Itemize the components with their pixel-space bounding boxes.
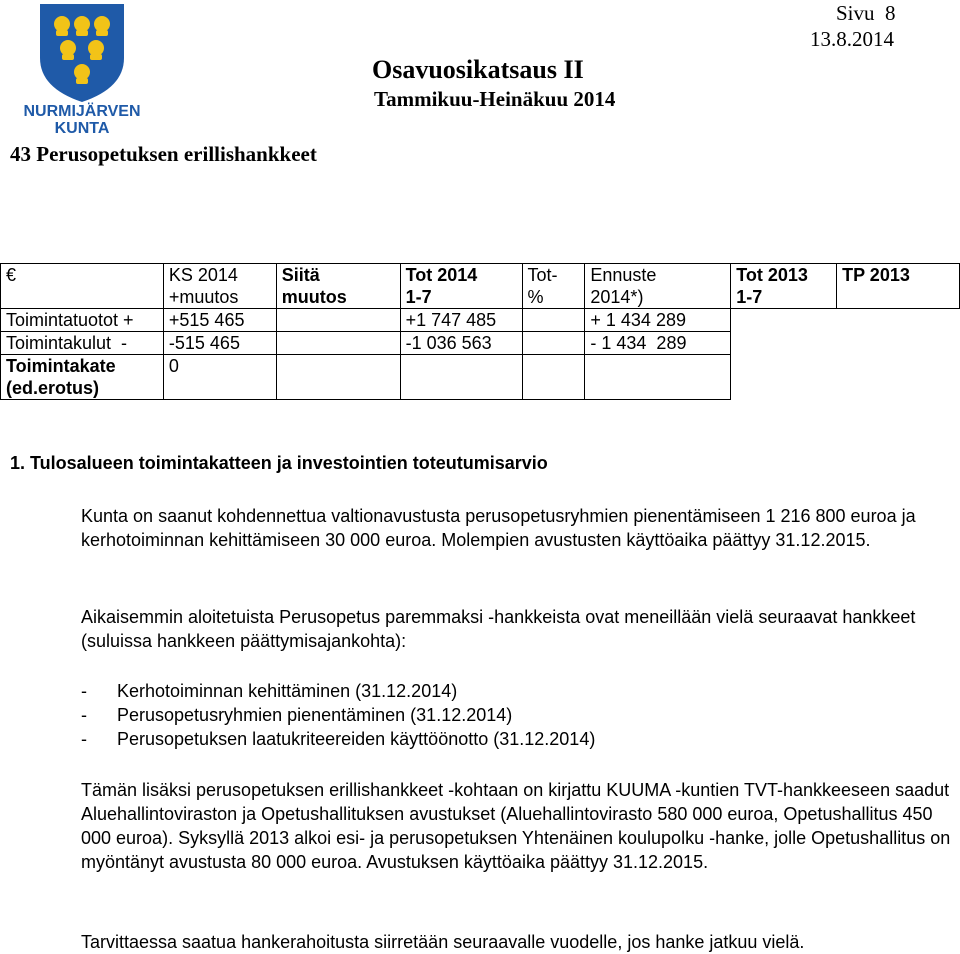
col-header-ennuste: Ennuste 2014*): [585, 264, 731, 309]
cell-tot-pct: [522, 355, 585, 400]
cell-tot-pct: [522, 332, 585, 355]
paragraph: Kunta on saanut kohdennettua valtionavustusta perusopetusryhmien pienentämiseen 1 216 800 euroa ja kerhotoiminnan kehittämiseen 30 000 euroa. Molempien avustusten käyttöaika päättyy 31.12.2015.: [81, 506, 916, 550]
row-label: Toimintakulut -: [1, 332, 164, 355]
cell-ks2014: +515 465: [163, 309, 276, 332]
cell-ks2014: 0: [163, 355, 276, 400]
table-header-row: [1, 264, 960, 309]
col-header-tot2013: Tot 2013 1-7: [731, 264, 837, 309]
municipality-logo: [16, 2, 148, 136]
cell-tot2014: +1 747 485: [400, 309, 522, 332]
cell-tot-pct: [522, 309, 585, 332]
logo-text-line1: NURMIJÄRVEN: [23, 103, 141, 120]
row-label: Toimintatuotot +: [1, 309, 164, 332]
list-item: - Perusopetusryhmien pienentäminen (31.12.2014): [81, 705, 513, 725]
col-header-tot-pct: Tot- %: [522, 264, 585, 309]
department-title: 43 Perusopetuksen erillishankkeet: [10, 142, 317, 166]
coat-of-arms-icon: [16, 2, 148, 136]
paragraph: Aikaisemmin aloitetuista Perusopetus paremmaksi -hankkeista ovat meneillään vielä seuraavat hankkeet (suluissa hankkeen päättymisajankohta):: [81, 607, 916, 651]
table-row: [1, 355, 960, 400]
col-header-ks2014: KS 2014 +muutos: [163, 264, 276, 309]
budget-table: [0, 263, 960, 400]
list-item: - Kerhotoiminnan kehittäminen (31.12.2014): [81, 681, 458, 701]
page-number: Sivu 8: [836, 1, 896, 25]
cell-tot2014: [400, 355, 522, 400]
table-row: [1, 332, 960, 355]
report-title: Osavuosikatsaus II: [372, 55, 584, 84]
cell-ennuste: - 1 434 289: [585, 332, 731, 355]
currency-header: €: [1, 264, 164, 309]
project-list: [81, 679, 595, 751]
col-header-tp2013: TP 2013: [837, 264, 960, 309]
cell-ennuste: + 1 434 289: [585, 309, 731, 332]
list-item: - Perusopetuksen laatukriteereiden käyttöönotto (31.12.2014): [81, 729, 596, 749]
paragraph: Tarvittaessa saatua hankerahoitusta siirretään seuraavalle vuodelle, jos hanke jatkuu vielä.: [81, 932, 805, 952]
row-label: Toimintakate (ed.erotus): [1, 355, 164, 400]
col-header-siita-muutos: Siitä muutos: [276, 264, 400, 309]
logo-text-line2: KUNTA: [54, 120, 110, 136]
cell-tot2014: -1 036 563: [400, 332, 522, 355]
paragraph: Tämän lisäksi perusopetuksen erillishankkeet -kohtaan on kirjattu KUUMA -kuntien TVT-hankkeeseen saadut Aluehallintoviraston ja Opetushallituksen avustukset (Aluehallintovirasto 580 000 euroa, Opetushallitus 450 000 euroa). Syksyllä 2013 alkoi esi- ja perusopetuksen Yhtenäinen koulupolku -hanke, jolle Opetushallitus on myöntänyt avustusta 80 000 euroa. Avustuksen käyttöaika päättyy 31.12.2015.: [81, 780, 951, 872]
col-header-tot2014: Tot 2014 1-7: [400, 264, 522, 309]
cell-siita-muutos: [276, 309, 400, 332]
section-heading: 1. Tulosalueen toimintakatteen ja investointien toteutumisarvio: [10, 453, 548, 473]
cell-ennuste: [585, 355, 731, 400]
cell-siita-muutos: [276, 332, 400, 355]
table-row: [1, 309, 960, 332]
cell-ks2014: -515 465: [163, 332, 276, 355]
document-date: 13.8.2014: [810, 27, 894, 51]
report-period: Tammikuu-Heinäkuu 2014: [374, 87, 616, 111]
cell-siita-muutos: [276, 355, 400, 400]
